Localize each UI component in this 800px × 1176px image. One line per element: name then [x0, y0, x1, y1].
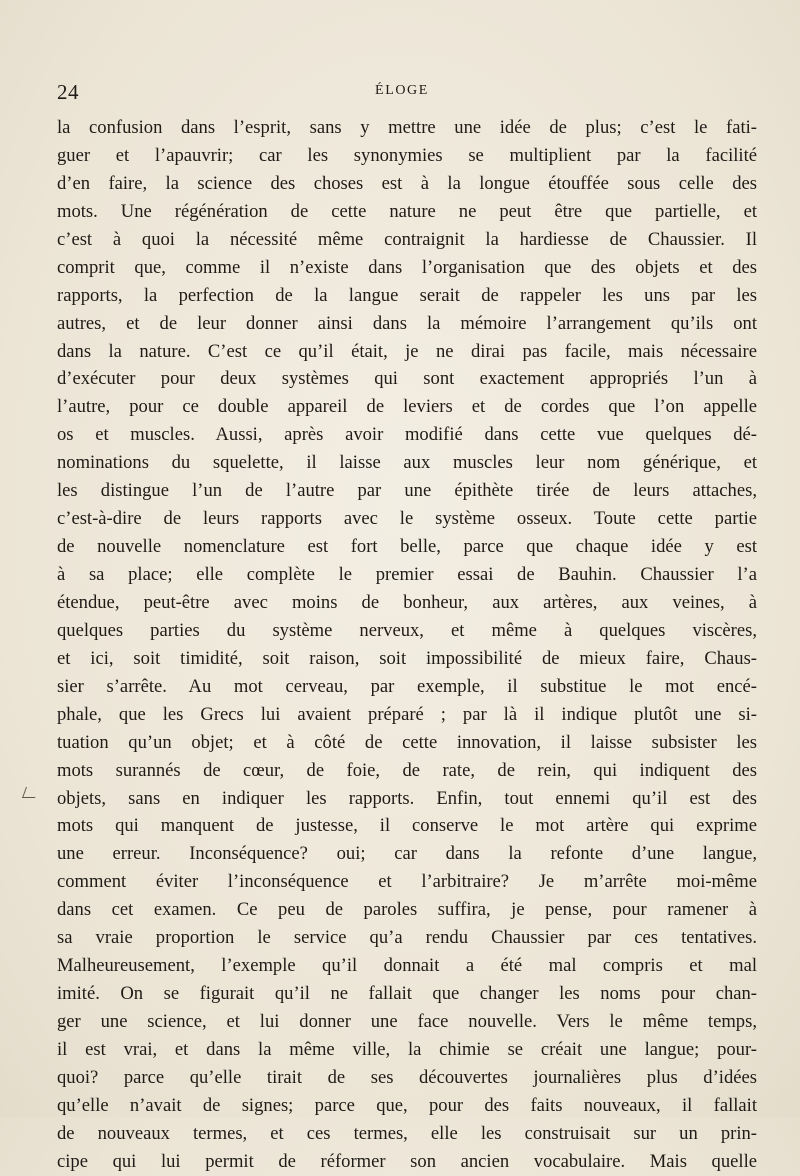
text-line: qu’elle n’avait de signes; parce que, pour des faits nouveaux, il fallait — [57, 1094, 757, 1116]
text-line: autres, et de leur donner ainsi dans la mémoire l’arrangement qu’ils ont — [57, 312, 757, 334]
text-line: quoi? parce qu’elle tirait de ses découvertes journalières plus d’idées — [57, 1066, 757, 1088]
text-line: et ici, soit timidité, soit raison, soit impossibilité de mieux faire, Chaus- — [57, 647, 757, 669]
text-line: la confusion dans l’esprit, sans y mettre une idée de plus; c’est le fati- — [57, 117, 757, 138]
text-line: guer et l’apauvrir; car les synonymies se multiplient par la facilité — [57, 144, 757, 166]
running-head — [57, 80, 747, 110]
text-line: sa vraie proportion le service qu’a rendu Chaussier par ces tentatives. — [57, 927, 757, 949]
text-line: c’est à quoi la nécessité même contraignit la hardiesse de Chaussier. Il — [57, 228, 757, 250]
text-line: rapports, la perfection de la langue serait de rappeler les uns par les — [57, 284, 757, 306]
body-text — [57, 114, 757, 1176]
text-line: nominations du squelette, il laisse aux muscles leur nom générique, et — [57, 452, 757, 474]
text-line: de nouveaux termes, et ces termes, elle les construisait sur un prin- — [57, 1122, 757, 1144]
text-line: quelques parties du système nerveux, et même à quelques viscères, — [57, 619, 757, 641]
text-line: tuation qu’un objet; et à côté de cette innovation, il laisse subsister les — [57, 731, 757, 753]
text-line: de nouvelle nomenclature est fort belle, parce que chaque idée y est — [57, 536, 757, 558]
text-line: mots qui manquent de justesse, il conserve le mot artère qui exprime — [57, 815, 757, 837]
running-title: ÉLOGE — [375, 83, 429, 98]
text-line: dans la nature. C’est ce qu’il était, je ne dirai pas facile, mais nécessaire — [57, 340, 757, 362]
text-line: comment éviter l’inconséquence et l’arbitraire? Je m’arrête moi-même — [57, 871, 757, 893]
text-line: os et muscles. Aussi, après avoir modifié dans cette vue quelques dé- — [57, 424, 757, 446]
text-line: il est vrai, et dans la même ville, la chimie se créait une langue; pour- — [57, 1038, 757, 1060]
text-line: une erreur. Inconséquence? oui; car dans la refonte d’une langue, — [57, 843, 757, 865]
text-line: objets, sans en indiquer les rapports. Enfin, tout ennemi qu’il est des — [57, 787, 757, 809]
text-line: à sa place; elle complète le premier essai de Bauhin. Chaussier l’a — [57, 564, 757, 585]
text-line: Malheureusement, l’exemple qu’il donnait a été mal compris et mal — [57, 955, 757, 977]
text-line: sier s’arrête. Au mot cerveau, par exemple, il substitue le mot encé- — [57, 675, 757, 697]
text-line: c’est-à-dire de leurs rapports avec le système osseux. Toute cette partie — [57, 508, 757, 530]
text-line: étendue, peut-être avec moins de bonheur, aux artères, aux veines, à — [57, 591, 757, 613]
text-line: l’autre, pour ce double appareil de leviers et de cordes que l’on appelle — [57, 396, 757, 418]
text-line: cipe qui lui permit de réformer son ancien vocabulaire. Mais quelle — [57, 1150, 757, 1172]
text-line: dans cet examen. Ce peu de paroles suffira, je pense, pour ramener à — [57, 899, 757, 921]
text-line: mots. Une régénération de cette nature ne peut être que partielle, et — [57, 200, 757, 222]
text-line: imité. On se figurait qu’il ne fallait que changer les noms pour chan- — [57, 983, 757, 1005]
text-line: comprit que, comme il n’existe dans l’organisation que des objets et des — [57, 256, 757, 278]
text-line: ger une science, et lui donner une face nouvelle. Vers le même temps, — [57, 1011, 757, 1032]
text-line: d’exécuter pour deux systèmes qui sont exactement appropriés l’un à — [57, 368, 757, 390]
text-line: phale, que les Grecs lui avaient préparé ; par là il indique plutôt une si- — [57, 703, 757, 725]
page-number: 24 — [57, 80, 79, 104]
text-line: d’en faire, la science des choses est à la longue étouffée sous celle des — [57, 172, 757, 194]
margin-pencil-mark — [22, 787, 39, 798]
text-line: mots surannés de cœur, de foie, de rate, de rein, qui indiquent des — [57, 759, 757, 781]
text-line: les distingue l’un de l’autre par une épithète tirée de leurs attaches, — [57, 480, 757, 502]
